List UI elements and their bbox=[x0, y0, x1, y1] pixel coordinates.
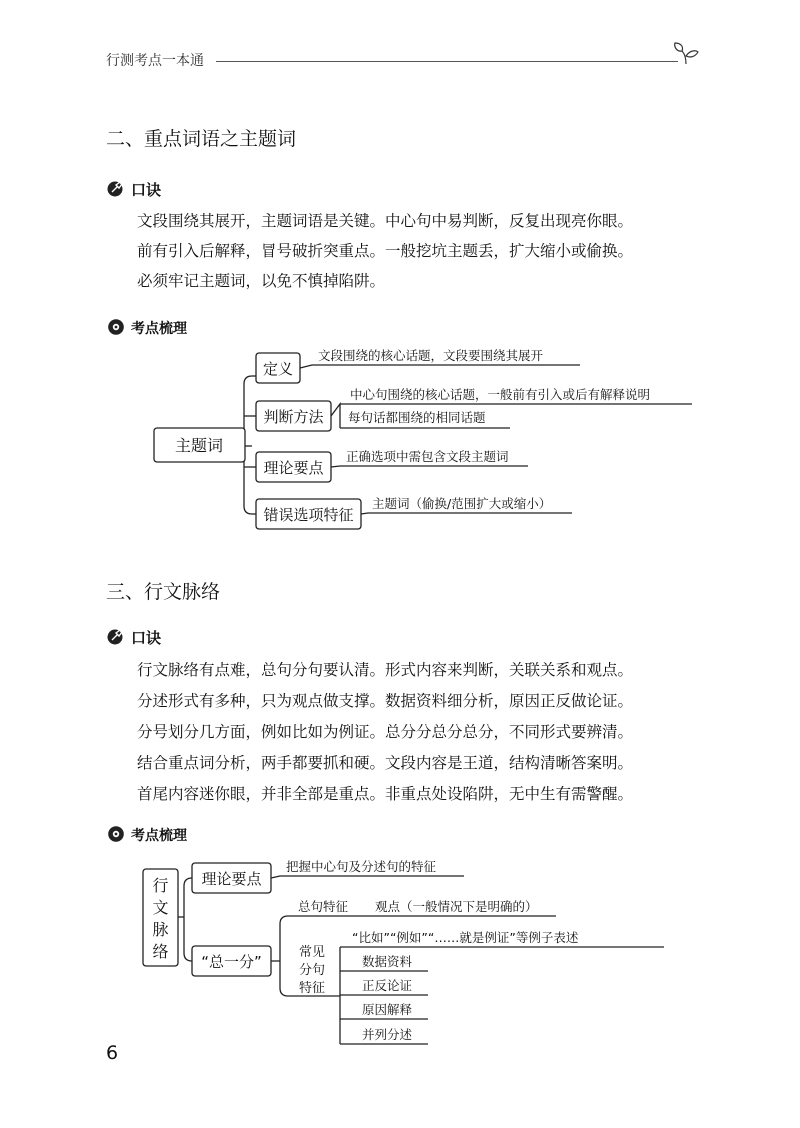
running-header: 行测考点一本通 bbox=[106, 53, 204, 69]
mnemonic-line: 分号划分几方面，例如比如为例证。总分分总分总分，不同形式要辨清。 bbox=[137, 723, 634, 741]
node-theory-label: 理论要点 bbox=[263, 459, 324, 477]
page-number: 6 bbox=[106, 1042, 119, 1064]
theory-text: 正确选项中需包含文段主题词 bbox=[346, 449, 509, 464]
node-zongyifen-label: “总一分” bbox=[201, 953, 262, 971]
zongju-label: 总句特征 bbox=[298, 899, 349, 914]
changjian-char: 特征 bbox=[298, 981, 326, 996]
mnemonic-line: 行文脉络有点难，总句分句要认清。形式内容来判断，关联关系和观点。 bbox=[137, 661, 634, 679]
reason-text: 原因解释 bbox=[362, 1002, 413, 1017]
leader-line bbox=[331, 466, 528, 467]
mnemonic-line: 必须牢记主题词，以免不慎掉陷阱。 bbox=[137, 272, 386, 290]
leader-bracket bbox=[331, 404, 340, 428]
root-label: 主题词 bbox=[174, 436, 224, 455]
examples-text: “比如”“例如”“……就是例证”等例子表述 bbox=[352, 930, 579, 945]
zongju-text: 观点（一般情况下是明确的） bbox=[375, 899, 538, 914]
tree-topic-words bbox=[154, 348, 692, 529]
node-method-label: 判断方法 bbox=[263, 408, 324, 426]
method-text-1: 中心句围绕的核心话题，一般前有引入或后有解释说明 bbox=[350, 387, 651, 402]
wrong-text: 主题词（偷换/范围扩大或缩小） bbox=[372, 496, 552, 511]
node-theory-2-label: 理论要点 bbox=[201, 870, 262, 888]
section-title-1: 二、重点词语之主题词 bbox=[106, 128, 297, 150]
leader-line bbox=[361, 513, 572, 514]
node-definition-label: 定义 bbox=[262, 360, 294, 378]
review-label-1: 考点梳理 bbox=[131, 321, 187, 337]
mnemonic-label-2: 口诀 bbox=[131, 629, 162, 647]
connector bbox=[184, 878, 192, 961]
mnemonic-line: 文段围绕其展开，主题词语是关键。中心句中易判断，反复出现亮你眼。 bbox=[137, 212, 634, 230]
leader-line bbox=[271, 876, 464, 878]
connector bbox=[280, 916, 288, 996]
data-text: 数据资料 bbox=[362, 954, 413, 969]
root-char: 文 bbox=[152, 898, 169, 917]
mnemonic-line: 前有引入后解释，冒号破折突重点。一般挖坑主题丢，扩大缩小或偷换。 bbox=[137, 242, 634, 260]
changjian-char: 常见 bbox=[298, 945, 326, 960]
theory-2-text: 把握中心句及分述句的特征 bbox=[286, 859, 437, 874]
root-char: 行 bbox=[152, 876, 169, 895]
leader-line bbox=[300, 365, 580, 368]
mnemonic-line: 首尾内容迷你眼，并非全部是重点。非重点处设陷阱，无中生有需警醒。 bbox=[137, 785, 634, 803]
method-text-2: 每句话都围绕的相同话题 bbox=[348, 410, 486, 425]
changjian-char: 分句 bbox=[298, 963, 326, 978]
node-wrong-label: 错误选项特征 bbox=[263, 506, 354, 524]
parallel-text: 并列分述 bbox=[362, 1027, 413, 1042]
mnemonic-line: 分述形式有多种，只为观点做支撑。数据资料细分析，原因正反做论证。 bbox=[137, 692, 634, 710]
mnemonic-label-1: 口诀 bbox=[131, 181, 162, 199]
root-char: 络 bbox=[152, 942, 169, 961]
proscons-text: 正反论证 bbox=[362, 978, 413, 993]
section-title-2: 三、行文脉络 bbox=[106, 581, 221, 603]
review-label-2: 考点梳理 bbox=[131, 828, 187, 844]
mnemonic-line: 结合重点词分析，两手都要抓和硬。文段内容是王道，结构清晰答案明。 bbox=[137, 754, 634, 772]
tree-text-structure bbox=[143, 859, 664, 1044]
root-char: 脉 bbox=[152, 920, 169, 939]
definition-text: 文段围绕的核心话题，文段要围绕其展开 bbox=[318, 348, 544, 363]
